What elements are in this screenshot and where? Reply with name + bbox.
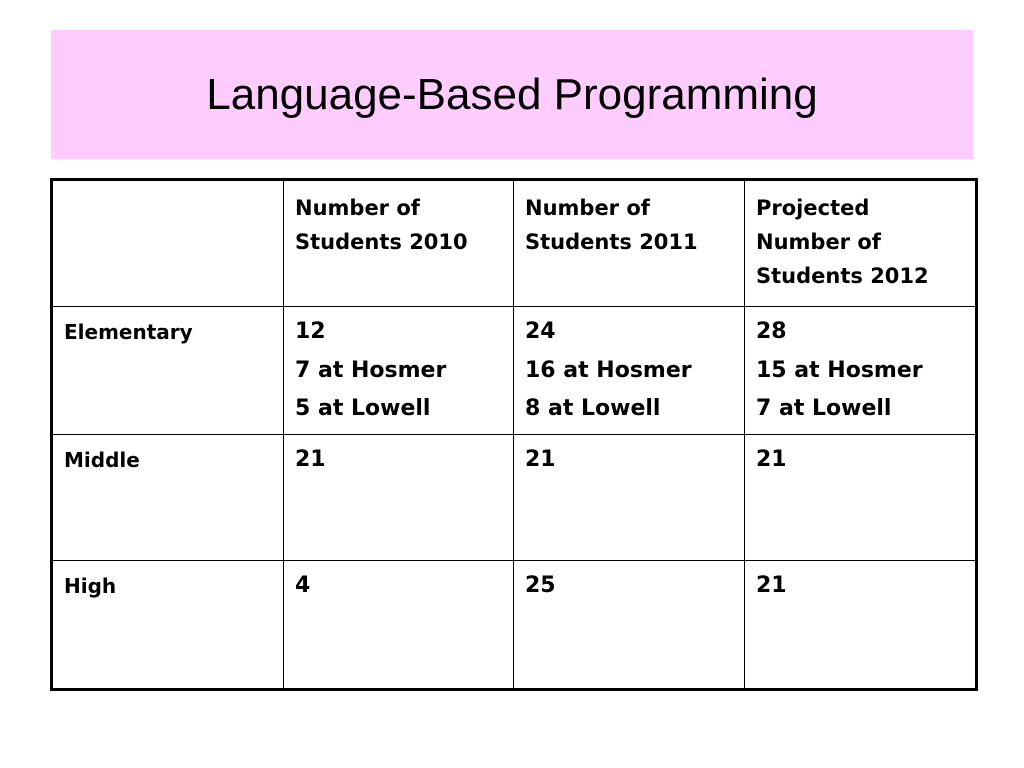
header-cell-2011 (514, 180, 745, 307)
row-label: High (64, 574, 117, 598)
row-label-cell (52, 435, 284, 561)
table-row-high (52, 561, 977, 690)
cell-value: 21 (756, 447, 787, 472)
cell-value: 8 at Lowell (525, 396, 661, 421)
table-cell (284, 561, 514, 690)
header-line: Number of (525, 196, 650, 220)
cell-value: 7 at Lowell (756, 396, 892, 421)
cell-value: 5 at Lowell (295, 396, 431, 421)
table-header-row (52, 180, 977, 307)
table-cell (514, 307, 745, 435)
row-label-cell (52, 561, 284, 690)
cell-value: 21 (525, 447, 556, 472)
table-cell (745, 435, 977, 561)
row-label: Middle (64, 448, 140, 472)
header-line: Number of (756, 230, 881, 254)
header-line: Number of (295, 196, 420, 220)
table-row-middle (52, 435, 977, 561)
header-line: Projected (756, 196, 870, 220)
header-line: Students 2010 (295, 230, 468, 254)
header-line: Students 2011 (525, 230, 698, 254)
title-banner (51, 30, 973, 159)
cell-value: 15 at Hosmer (756, 358, 923, 383)
table-cell (284, 435, 514, 561)
header-cell-empty (52, 180, 284, 307)
header-cell-2012 (745, 180, 977, 307)
cell-value: 12 (295, 319, 326, 344)
header-line: Students 2012 (756, 264, 929, 288)
cell-value: 21 (756, 573, 787, 598)
table-cell (514, 435, 745, 561)
row-label: Elementary (64, 320, 193, 344)
cell-value: 7 at Hosmer (295, 358, 447, 383)
table-cell (745, 561, 977, 690)
row-label-cell (52, 307, 284, 435)
slide-title: Language-Based Programming (206, 69, 818, 119)
header-cell-2010 (284, 180, 514, 307)
cell-value: 21 (295, 447, 326, 472)
table-cell (745, 307, 977, 435)
cell-value: 4 (295, 573, 311, 598)
cell-value: 16 at Hosmer (525, 358, 692, 383)
table-cell (284, 307, 514, 435)
cell-value: 28 (756, 319, 787, 344)
cell-value: 25 (525, 573, 556, 598)
students-table (50, 178, 978, 691)
table-cell (514, 561, 745, 690)
table-row-elementary (52, 307, 977, 435)
cell-value: 24 (525, 319, 556, 344)
